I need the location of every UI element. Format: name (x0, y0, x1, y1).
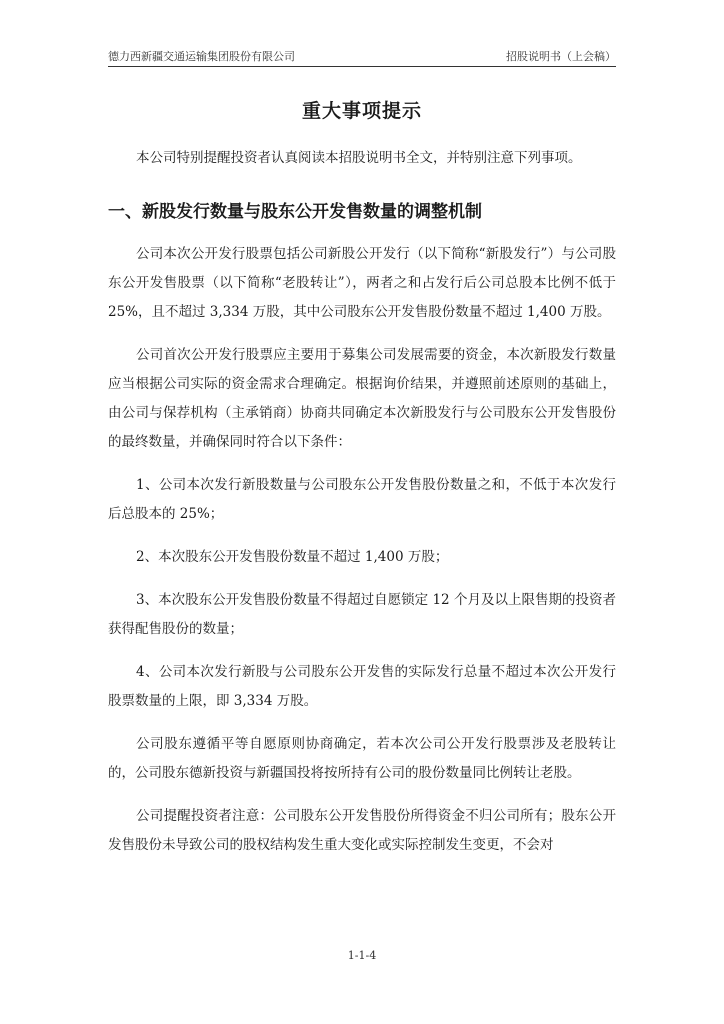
section-heading: 一、新股发行数量与股东公开发售数量的调整机制 (108, 202, 482, 222)
section-body (108, 240, 616, 874)
page-number: 1-1-4 (347, 949, 377, 962)
page-title: 重大事项提示 (301, 100, 422, 122)
condition-item: 4、公司本次发行新股与公司股东公开发售的实际发行总量不超过本次公开发行股票数量的上限，即 3,334 万股。 (108, 664, 616, 709)
page-header (108, 48, 616, 67)
intro-paragraph: 本公司特别提醒投资者认真阅读本招股说明书全文，并特别注意下列事项。 (136, 150, 582, 166)
body-paragraph: 公司首次公开发行股票应主要用于募集公司发展需要的资金，本次新股发行数量应当根据公司实际的资金需求合理确定。根据询价结果，并遵照前述原则的基础上，由公司与保荐机构（主承销商）协商共同确定本次新股发行与公司股东公开发售股份的最终数量，并确保同时符合以下条件： (108, 347, 616, 450)
header-company-name: 德力西新疆交通运输集团股份有限公司 (108, 50, 295, 63)
body-paragraph: 公司本次公开发行股票包括公司新股公开发行（以下简称“新股发行”）与公司股东公开发售股票（以下简称“老股转让”），两者之和占发行后公司总股本比例不低于 25%，且不超过 3,334 万股，其中公司股东公开发售股份数量不超过 1,400 万股。 (108, 246, 616, 320)
body-paragraph: 公司股东遵循平等自愿原则协商确定，若本次公司公开发行股票涉及老股转让的，公司股东德新投资与新疆国投将按所持有公司的股份数量同比例转让老股。 (108, 736, 616, 781)
condition-item: 3、本次股东公开发售股份数量不得超过自愿锁定 12 个月及以上限售期的投资者获得配售股份的数量； (108, 592, 616, 637)
condition-item: 1、公司本次发行新股数量与公司股东公开发售股份数量之和，不低于本次发行后总股本的 25%； (108, 477, 616, 522)
condition-item: 2、本次股东公开发售股份数量不超过 1,400 万股； (136, 549, 449, 565)
body-paragraph: 公司提醒投资者注意：公司股东公开发售股份所得资金不归公司所有；股东公开发售股份未导致公司的股权结构发生重大变化或实际控制发生变更，不会对 (108, 808, 616, 853)
header-document-type: 招股说明书（上会稿） (506, 50, 616, 63)
